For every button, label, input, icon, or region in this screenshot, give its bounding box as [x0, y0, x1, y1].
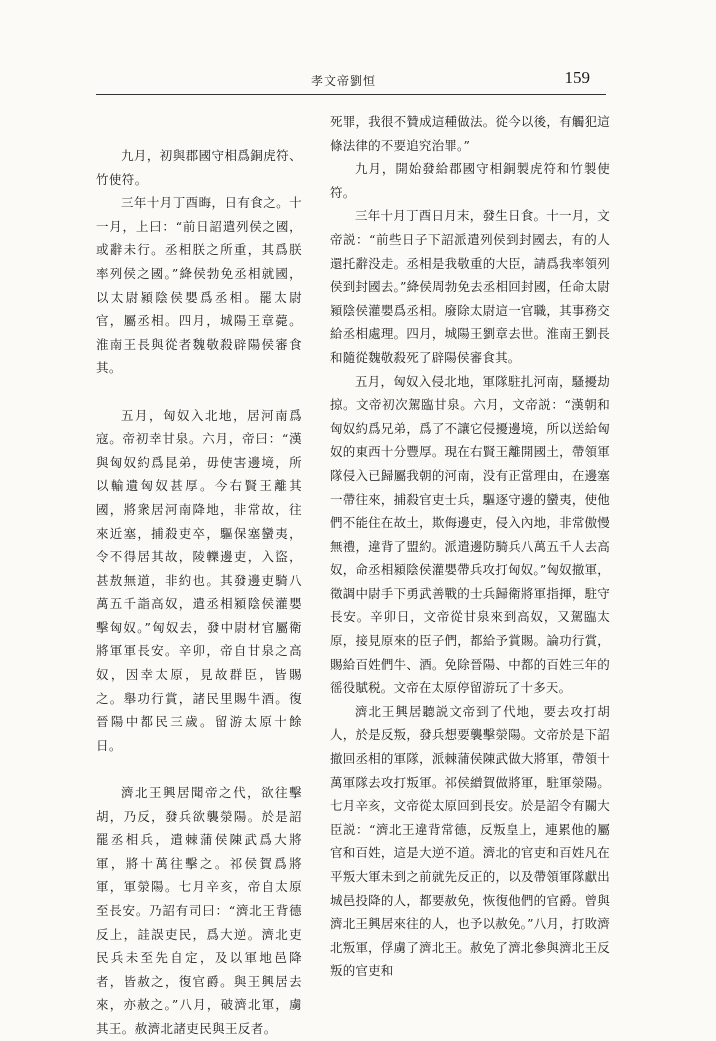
translation-paragraph: 三年十月丁酉日月末，發生日食。十一月，文帝説：“前些日子下詔派遣列侯到封國去，有的人還托辭没走。丞相是我敬重的大臣，請爲我率領列侯到封國去。”絳侯周勃免去丞相回封國，任命太尉潁陰侯灌嬰爲丞相。廢除太尉這一官職，其事務交給丞相處理。四月，城陽王劉章去世。淮南王劉長和隨從魏敬殺死了辟陽侯審食其。 — [330, 208, 610, 365]
classical-paragraph: 濟北王興居聞帝之代，欲往擊胡，乃反，發兵欲襲滎陽。於是詔罷丞相兵，遣棘蒲侯陳武爲大將軍，將十萬往擊之。祁侯賀爲將軍，軍滎陽。七月辛亥，帝自太原至長安。乃詔有司曰：“濟北王背德反上，詿誤吏民，爲大逆。濟北吏民兵未至先自定，及以軍地邑降者，皆赦之，復官爵。與王興居去來，亦赦之。”八月，破濟北軍，虜其王。赦濟北諸吏民與王反者。 — [96, 785, 302, 1036]
translation-paragraph: 五月，匈奴入侵北地，軍隊駐扎河南，騷擾劫掠。文帝初次駕臨甘泉。六月，文帝説：“漢朝和匈奴約爲兄弟，爲了不讓它侵擾邊境，所以送給匈奴的東西十分豐厚。現在右賢王離開國土，帶領軍隊侵入已歸屬我朝的河南，没有正當理由，在邊塞一帶往來，捕殺官吏士兵，驅逐守邊的蠻夷，使他們不能住在故土，欺侮邊吏，侵入內地，非常傲慢無禮，違背了盟約。派遣邊防騎兵八萬五千人去高奴，命丞相潁陰侯灌嬰帶兵攻打匈奴。”匈奴撤軍，徵調中尉手下勇武善戰的士兵歸衛將軍指揮，駐守長安。辛卯日，文帝從甘泉來到高奴，又駕臨太原，接見原來的臣子們，都給予賞賜。論功行賞，賜給百姓們牛、酒。免除晉陽、中都的百姓三年的徭役賦税。文帝在太原停留游玩了十多天。 — [330, 373, 610, 696]
chapter-title: 孝文帝劉恒 — [311, 74, 377, 88]
translation-paragraph: 濟北王興居聽説文帝到了代地，要去攻打胡人，於是反叛，發兵想要襲擊滎陽。文帝於是下詔撤回丞相的軍隊，派棘蒲侯陳武做大將軍，帶領十萬軍隊去攻打叛軍。祁侯繒賀做將軍，駐軍滎陽。七月辛亥，文帝從太原回到長安。於是詔令有關大臣説：“濟北王違背常德，反叛皇上，連累他的屬官和百姓，這是大逆不道。濟北的官吏和百姓凡在平叛大軍未到之前就先反正的，以及帶領軍隊獻出城邑投降的人，都要赦免，恢復他們的官爵。曾與濟北王興居來往的人，也予以赦免。”八月，打敗濟北叛軍，俘虜了濟北王。赦免了濟北參與濟北王反叛的官吏和 — [330, 703, 610, 979]
classical-paragraph: 五月，匈奴入北地，居河南爲寇。帝初幸甘泉。六月，帝曰：“漢與匈奴約爲昆弟，毋使害邊境，所以輸遺匈奴甚厚。今右賢王離其國，將衆居河南降地，非常故，往來近塞，捕殺吏卒，驅保塞蠻夷，令不得居其故，陵轢邊吏，入盜，甚敖無道，非約也。其發邊吏騎八萬五千詣高奴，遣丞相潁陰侯灌嬰擊匈奴。”匈奴去，發中尉材官屬衛將軍軍長安。辛卯，帝自甘泉之高奴，因幸太原，見故群臣，皆賜之。舉功行賞，諸民里賜牛酒。復晉陽中都民三歲。留游太原十餘日。 — [96, 407, 302, 753]
translation-column — [330, 110, 610, 983]
running-header — [96, 60, 606, 95]
classical-text-column — [96, 110, 302, 1041]
classical-paragraph: 九月，初與郡國守相爲銅虎符、竹使符。 — [96, 148, 302, 187]
classical-paragraph: 三年十月丁酉晦，日有食之。十一月，上曰：“前日詔遣列侯之國，或辭未行。丞相朕之所重，其爲朕率列侯之國。”絳侯勃免丞相就國，以太尉潁陰侯嬰爲丞相。罷太尉官，屬丞相。四月，城陽王章薨。淮南王長與從者魏敬殺辟陽侯審食其。 — [96, 195, 302, 376]
translation-paragraph: 九月，開始發給郡國守相銅製虎符和竹製使符。 — [330, 161, 610, 200]
translation-paragraph: 死罪，我很不贊成這種做法。從今以後，有觸犯這條法律的不要追究治罪。” — [330, 114, 610, 153]
page-number: 159 — [564, 68, 590, 87]
